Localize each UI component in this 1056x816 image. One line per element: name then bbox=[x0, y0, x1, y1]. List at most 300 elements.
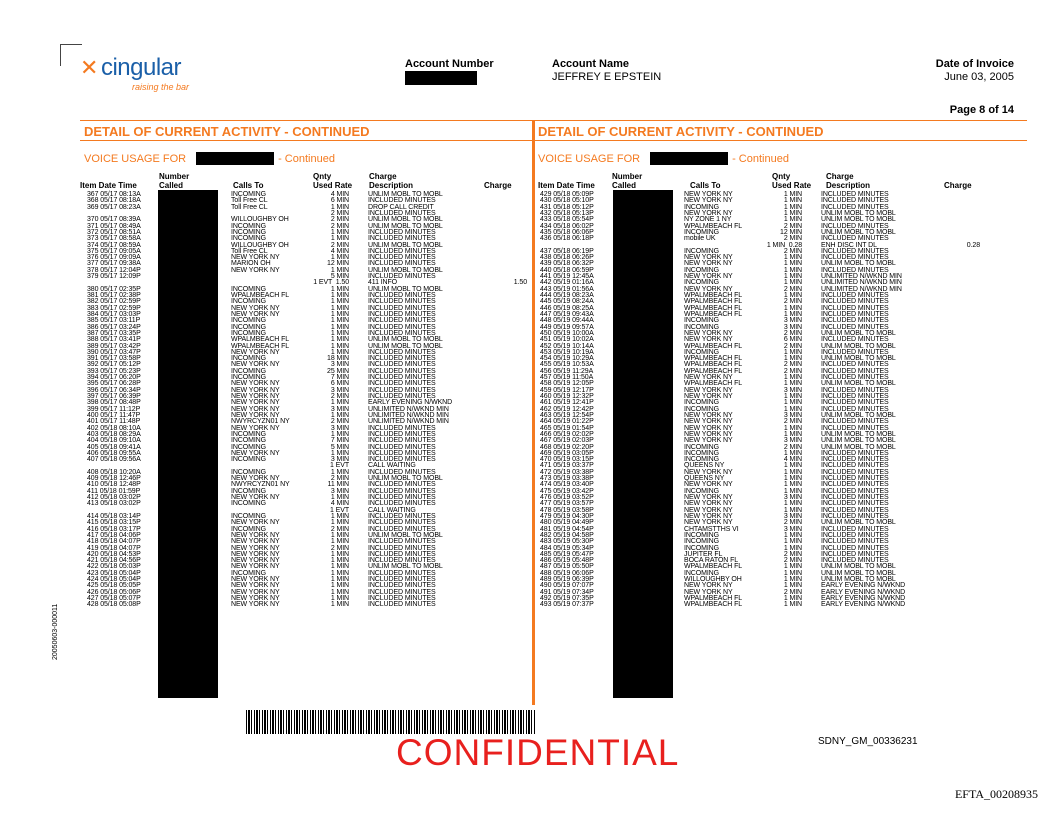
cell-description: EARLY EVENING N/WKND bbox=[821, 601, 906, 609]
cell-description: INCLUDED MINUTES bbox=[821, 550, 889, 558]
page-number: Page 8 of 14 bbox=[949, 104, 1014, 116]
cell-item-date-time: 452 05/19 10:14A bbox=[540, 342, 594, 350]
cell-calls-to: NEW YORK NY bbox=[231, 582, 280, 590]
cell-calls-to: INCOMING bbox=[684, 544, 719, 552]
cell-calls-to: NEW YORK NY bbox=[231, 380, 280, 388]
cell-item-date-time: 446 05/19 08:25A bbox=[540, 304, 594, 312]
cell-calls-to: INCOMING bbox=[684, 323, 719, 331]
cell-description: UNLIM MOBL TO MOBL bbox=[368, 531, 443, 539]
cell-calls-to: INCOMING bbox=[231, 443, 266, 451]
cell-calls-to: WPALMBEACH FL bbox=[684, 601, 743, 609]
cell-quantity: 3 MIN bbox=[330, 361, 349, 369]
cell-calls-to: Toll Free CL bbox=[231, 203, 268, 211]
hdr-called: Called bbox=[612, 181, 637, 190]
cell-quantity: 1 MIN bbox=[330, 576, 349, 584]
cell-calls-to: WPALMBEACH FL bbox=[684, 222, 743, 230]
cell-quantity: 1 MIN bbox=[783, 310, 802, 318]
cell-calls-to: WPALMBEACH FL bbox=[684, 595, 743, 602]
cell-calls-to: NWYRCYZN01 NY bbox=[231, 418, 290, 426]
cell-description: INCLUDED MINUTES bbox=[821, 525, 889, 533]
cell-calls-to: NEW YORK NY bbox=[684, 481, 733, 489]
left-call-rows bbox=[87, 192, 527, 609]
cell-description: INCLUDED MINUTES bbox=[368, 588, 436, 596]
cell-quantity: 1 MIN bbox=[783, 449, 802, 457]
cell-description: UNLIMITED N/WKND MIN bbox=[368, 411, 449, 419]
cell-quantity: 3 MIN bbox=[330, 487, 349, 495]
cell-item-date-time: 431 05/18 05:12P bbox=[540, 203, 594, 211]
cell-quantity: 3 MIN bbox=[330, 386, 349, 394]
cell-quantity: 3 MIN bbox=[783, 323, 802, 331]
cell-item-date-time: 458 05/19 12:05P bbox=[540, 380, 594, 388]
cell-calls-to: WPALMBEACH FL bbox=[684, 563, 743, 571]
cell-description: INCLUDED MINUTES bbox=[821, 531, 889, 539]
cell-item-date-time: 428 05/18 05:08P bbox=[87, 601, 141, 609]
hdr-used-rate: Used Rate bbox=[313, 181, 353, 190]
cell-description: CALL WAITING bbox=[368, 462, 416, 470]
cell-quantity: 1 MIN bbox=[330, 266, 349, 274]
cell-item-date-time: 461 05/19 12:41P bbox=[540, 399, 594, 407]
cell-calls-to: INCOMING bbox=[684, 443, 719, 451]
cell-calls-to: NEW YORK NY bbox=[231, 310, 280, 318]
cell-quantity: 1 MIN bbox=[330, 595, 349, 602]
cell-description: UNLIM MOBL TO MOBL bbox=[368, 285, 443, 293]
cell-quantity: 2 MIN bbox=[783, 361, 802, 369]
cell-calls-to: MARION OH bbox=[231, 260, 271, 268]
cell-quantity: 1 MIN bbox=[783, 475, 802, 483]
cell-quantity: 1 MIN bbox=[330, 569, 349, 577]
cell-quantity: 1 MIN bbox=[330, 304, 349, 312]
cell-calls-to: NEW YORK NY bbox=[231, 449, 280, 457]
cell-quantity: 1 MIN bbox=[783, 487, 802, 495]
cell-calls-to: mobile UK bbox=[684, 235, 716, 243]
hdr-qnty: Qnty bbox=[772, 172, 791, 181]
cell-calls-to: INCOMING bbox=[231, 191, 266, 198]
cell-calls-to: NEW YORK NY bbox=[684, 437, 733, 445]
cell-item-date-time: 379 05/17 12:09P bbox=[87, 273, 141, 281]
bates-number: SDNY_GM_00336231 bbox=[818, 736, 918, 747]
cell-quantity: 3 MIN bbox=[783, 525, 802, 533]
cell-quantity: 18 MIN bbox=[327, 355, 349, 363]
cell-description: EARLY EVENING N/WKND bbox=[821, 588, 906, 596]
cell-item-date-time: 371 05/17 08:49A bbox=[87, 222, 141, 230]
cell-description: INCLUDED MINUTES bbox=[368, 273, 436, 281]
cell-description: INCLUDED MINUTES bbox=[368, 576, 436, 584]
cell-calls-to: WILLOUGHBY OH bbox=[231, 216, 289, 224]
cell-quantity: 1 MIN bbox=[330, 228, 349, 236]
cell-quantity: 1 MIN bbox=[330, 411, 349, 419]
cell-description: INCLUDED MINUTES bbox=[368, 235, 436, 243]
cell-calls-to: NEW YORK NY bbox=[684, 588, 733, 596]
cell-item-date-time: 462 05/19 12:42P bbox=[540, 405, 594, 413]
cell-description: INCLUDED MINUTES bbox=[821, 405, 889, 413]
cell-item-date-time: 421 05/18 04:56P bbox=[87, 557, 141, 565]
account-number-redaction bbox=[405, 71, 477, 85]
right-section-title: DETAIL OF CURRENT ACTIVITY - CONTINUED bbox=[538, 124, 824, 139]
cell-item-date-time: 403 05/18 08:29A bbox=[87, 430, 141, 438]
cell-quantity: 2 MIN bbox=[783, 298, 802, 306]
cell-quantity: 1 MIN bbox=[330, 323, 349, 331]
cell-calls-to: Toll Free CL bbox=[231, 197, 268, 205]
cell-quantity: 1 MIN bbox=[330, 399, 349, 407]
cell-description: INCLUDED MINUTES bbox=[821, 481, 889, 489]
cell-quantity: 1 MIN bbox=[783, 531, 802, 539]
cell-calls-to: NEW YORK NY bbox=[231, 304, 280, 312]
cell-description: INCLUDED MINUTES bbox=[368, 424, 436, 432]
cell-quantity: 2 MIN bbox=[783, 367, 802, 375]
cell-quantity: 1 MIN bbox=[783, 576, 802, 584]
cell-description: INCLUDED MINUTES bbox=[368, 228, 436, 236]
cell-description: UNLIM MOBL TO MOBL bbox=[821, 519, 896, 527]
cingular-logo bbox=[80, 54, 190, 92]
cell-quantity: 1 MIN bbox=[783, 430, 802, 438]
cell-item-date-time: 367 05/17 08:13A bbox=[87, 191, 141, 198]
cell-quantity: 1 MIN bbox=[330, 563, 349, 571]
cell-description: INCLUDED MINUTES bbox=[821, 418, 889, 426]
cell-description: UNLIM MOBL TO MOBL bbox=[821, 209, 896, 217]
call-row bbox=[540, 602, 980, 608]
cell-description: INCLUDED MINUTES bbox=[821, 254, 889, 262]
cell-quantity: 1 MIN bbox=[783, 569, 802, 577]
cell-quantity: 7 MIN bbox=[330, 437, 349, 445]
cell-description: UNLIM MOBL TO MOBL bbox=[368, 222, 443, 230]
cell-quantity: 2 MIN bbox=[783, 235, 802, 243]
cell-description: INCLUDED MINUTES bbox=[368, 557, 436, 565]
cell-item-date-time: 476 05/19 03:52P bbox=[540, 494, 594, 501]
cell-calls-to: NEW YORK NY bbox=[684, 519, 733, 527]
cell-description: UNLIM MOBL TO MOBL bbox=[368, 342, 443, 350]
cell-description: INCLUDED MINUTES bbox=[368, 197, 436, 205]
cell-item-date-time: 447 05/19 09:43A bbox=[540, 310, 594, 318]
cell-item-date-time: 375 05/17 09:05A bbox=[87, 247, 141, 255]
cell-description: UNLIM MOBL TO MOBL bbox=[821, 411, 896, 419]
cell-item-date-time: 485 05/19 05:47P bbox=[540, 550, 594, 558]
cell-calls-to: INCOMING bbox=[231, 235, 266, 243]
cell-quantity: 11 MIN bbox=[327, 481, 349, 489]
hdr-charge: Charge bbox=[484, 181, 512, 190]
cell-item-date-time: 378 05/17 12:04P bbox=[87, 266, 141, 274]
cell-calls-to: NEW YORK NY bbox=[231, 475, 280, 483]
cell-item-date-time: 382 05/17 02:59P bbox=[87, 298, 141, 306]
cell-description: INCLUDED MINUTES bbox=[368, 355, 436, 363]
cell-item-date-time: 400 05/17 11:47P bbox=[87, 411, 141, 419]
cell-item-date-time: 405 05/18 09:41A bbox=[87, 443, 141, 451]
cell-item-date-time: 374 05/17 08:59A bbox=[87, 241, 141, 249]
cell-description: UNLIM MOBL TO MOBL bbox=[368, 336, 443, 344]
right-call-rows bbox=[540, 192, 980, 609]
cell-calls-to: INCOMING bbox=[684, 449, 719, 457]
cell-item-date-time: 384 05/17 03:03P bbox=[87, 310, 141, 318]
cell-item-date-time: 408 05/18 10:20A bbox=[87, 468, 141, 476]
hdr-qnty: Qnty bbox=[313, 172, 332, 181]
cell-description: INCLUDED MINUTES bbox=[368, 449, 436, 457]
cell-quantity: 2 MIN bbox=[783, 588, 802, 596]
cell-quantity: 1 MIN bbox=[783, 266, 802, 274]
cell-quantity: 1 MIN bbox=[783, 582, 802, 590]
cell-calls-to: WPALMBEACH FL bbox=[684, 310, 743, 318]
cell-description: ENH DISC INT DL bbox=[821, 241, 877, 249]
cell-item-date-time: 396 05/17 06:34P bbox=[87, 386, 141, 394]
cell-calls-to: INCOMING bbox=[684, 487, 719, 495]
cell-quantity: 1 MIN bbox=[783, 254, 802, 262]
cell-quantity: 1 MIN bbox=[330, 550, 349, 558]
cell-calls-to: NEW YORK NY bbox=[684, 273, 733, 281]
cell-item-date-time: 468 05/19 02:20P bbox=[540, 443, 594, 451]
cell-quantity: 1 MIN 0.28 bbox=[766, 241, 802, 249]
cell-description: INCLUDED MINUTES bbox=[368, 361, 436, 369]
cell-description: INCLUDED MINUTES bbox=[368, 456, 436, 464]
cell-item-date-time: 444 05/19 08:23A bbox=[540, 292, 594, 299]
cell-item-date-time: 435 05/18 06:06P bbox=[540, 228, 594, 236]
cell-quantity: 1 MIN bbox=[783, 481, 802, 489]
cell-description: UNLIM MOBL TO MOBL bbox=[821, 443, 896, 451]
cell-calls-to: INCOMING bbox=[684, 348, 719, 356]
cell-quantity: 1 MIN bbox=[330, 531, 349, 539]
cell-item-date-time: 412 05/18 03:02P bbox=[87, 494, 141, 501]
cell-item-date-time: 377 05/17 09:38A bbox=[87, 260, 141, 268]
cell-quantity: 1 MIN bbox=[330, 336, 349, 344]
cell-calls-to: INCOMING bbox=[684, 228, 719, 236]
cell-calls-to: NEW YORK NY bbox=[231, 348, 280, 356]
cell-calls-to: WPALMBEACH FL bbox=[231, 342, 290, 350]
cell-calls-to: NEW YORK NY bbox=[231, 494, 280, 501]
cell-item-date-time: 404 05/18 09:10A bbox=[87, 437, 141, 445]
cell-description: 411 INFO bbox=[368, 279, 398, 287]
cell-description: INCLUDED MINUTES bbox=[368, 317, 436, 325]
cell-description: INCLUDED MINUTES bbox=[368, 582, 436, 590]
cell-item-date-time: 429 05/18 05:09P bbox=[540, 191, 594, 198]
cell-item-date-time: 471 05/19 03:37P bbox=[540, 462, 594, 470]
cell-description: EARLY EVENING N/WKND bbox=[821, 595, 906, 602]
cell-item-date-time: 389 05/17 03:42P bbox=[87, 342, 141, 350]
cell-description: UNLIMITED N/WKND MIN bbox=[821, 273, 902, 281]
cell-quantity: 2 MIN bbox=[330, 393, 349, 400]
cell-quantity: 1 MIN bbox=[330, 601, 349, 609]
cell-item-date-time: 440 05/18 06:59P bbox=[540, 266, 594, 274]
cell-item-date-time: 426 05/18 05:06P bbox=[87, 588, 141, 596]
cell-calls-to: INCOMING bbox=[684, 456, 719, 464]
cell-quantity: 12 MIN bbox=[780, 228, 802, 236]
cell-description: INCLUDED MINUTES bbox=[368, 550, 436, 558]
cell-description: UNLIM MOBL TO MOBL bbox=[821, 576, 896, 584]
cell-calls-to: INCOMING bbox=[231, 430, 266, 438]
cell-calls-to: NEW YORK NY bbox=[684, 430, 733, 438]
cell-quantity: 2 MIN bbox=[783, 329, 802, 337]
cell-item-date-time: 434 05/18 06:02P bbox=[540, 222, 594, 230]
cell-description: INCLUDED MINUTES bbox=[821, 310, 889, 318]
cell-item-date-time: 455 05/19 10:53A bbox=[540, 361, 594, 369]
cell-calls-to: NEW YORK NY bbox=[231, 405, 280, 413]
continued-label: - Continued bbox=[732, 153, 789, 165]
cell-description: INCLUDED MINUTES bbox=[368, 519, 436, 527]
cell-calls-to: NEW YORK NY bbox=[231, 254, 280, 262]
cell-description: INCLUDED MINUTES bbox=[821, 462, 889, 470]
cell-description: INCLUDED MINUTES bbox=[368, 544, 436, 552]
cell-description: INCLUDED MINUTES bbox=[368, 310, 436, 318]
cell-calls-to: NEW YORK NY bbox=[684, 494, 733, 501]
cell-quantity: 1 MIN bbox=[783, 506, 802, 514]
cell-item-date-time: 487 05/19 05:50P bbox=[540, 563, 594, 571]
efta-number: EFTA_00208935 bbox=[954, 787, 1038, 801]
cell-description: CALL WAITING bbox=[368, 506, 416, 514]
cell-description: INCLUDED MINUTES bbox=[368, 380, 436, 388]
cell-description: INCLUDED MINUTES bbox=[821, 386, 889, 394]
cell-item-date-time: 423 05/18 05:04P bbox=[87, 569, 141, 577]
cell-item-date-time: 467 05/19 02:03P bbox=[540, 437, 594, 445]
cell-quantity: 1 MIN bbox=[783, 374, 802, 382]
cell-calls-to: INCOMING bbox=[684, 203, 719, 211]
cell-item-date-time: 402 05/18 08:10A bbox=[87, 424, 141, 432]
cell-calls-to: INCOMING bbox=[231, 367, 266, 375]
cell-calls-to: CHTAMSTTHS VI bbox=[684, 525, 739, 533]
cell-description: INCLUDED MINUTES bbox=[368, 487, 436, 495]
hdr-calls-to: Calls To bbox=[690, 181, 721, 190]
cell-quantity: 1 MIN bbox=[783, 197, 802, 205]
cell-calls-to: NEW YORK NY bbox=[684, 197, 733, 205]
cell-description: INCLUDED MINUTES bbox=[368, 525, 436, 533]
cell-calls-to: WPALMBEACH FL bbox=[684, 298, 743, 306]
cell-item-date-time: 457 05/19 11:50A bbox=[540, 374, 594, 382]
cell-item-date-time: 448 05/19 09:44A bbox=[540, 317, 594, 325]
cingular-x-icon: ✕ bbox=[80, 55, 98, 80]
cell-quantity: 1 MIN bbox=[783, 399, 802, 407]
cell-item-date-time: 437 05/18 06:19P bbox=[540, 247, 594, 255]
cell-calls-to: INCOMING bbox=[684, 279, 719, 287]
account-name-label: Account Name bbox=[552, 58, 630, 70]
cell-description: UNLIMITED N/WKND MIN bbox=[368, 418, 449, 426]
cell-item-date-time: 369 05/17 08:23A bbox=[87, 203, 141, 211]
cell-description: INCLUDED MINUTES bbox=[821, 203, 889, 211]
barcode bbox=[246, 710, 536, 734]
cell-calls-to: INCOMING bbox=[231, 317, 266, 325]
cell-item-date-time: 390 05/17 03:47P bbox=[87, 348, 141, 356]
cell-description: INCLUDED MINUTES bbox=[821, 512, 889, 520]
title-rule bbox=[80, 140, 1027, 141]
cell-calls-to: NEW YORK NY bbox=[231, 361, 280, 369]
cell-description: INCLUDED MINUTES bbox=[368, 393, 436, 400]
cell-calls-to: INCOMING bbox=[231, 525, 266, 533]
cell-description: UNLIM MOBL TO MOBL bbox=[821, 437, 896, 445]
cell-quantity: 12 MIN bbox=[327, 260, 349, 268]
top-rule bbox=[80, 120, 1027, 121]
hdr-number: Number bbox=[612, 172, 643, 181]
cell-description: INCLUDED MINUTES bbox=[821, 367, 889, 375]
cell-item-date-time: 420 05/18 04:53P bbox=[87, 550, 141, 558]
cell-calls-to: NEW YORK NY bbox=[684, 374, 733, 382]
cell-calls-to: NEW YORK NY bbox=[231, 424, 280, 432]
cell-quantity: 1 MIN bbox=[783, 216, 802, 224]
cell-item-date-time: 490 05/19 07:07P bbox=[540, 582, 594, 590]
cell-description: INCLUDED MINUTES bbox=[368, 209, 436, 217]
cell-description: INCLUDED MINUTES bbox=[821, 500, 889, 508]
cell-description: EARLY EVENING N/WKND bbox=[821, 582, 906, 590]
cell-quantity: 3 MIN bbox=[330, 424, 349, 432]
cell-quantity: 1 MIN bbox=[783, 595, 802, 602]
cell-description: INCLUDED MINUTES bbox=[368, 538, 436, 546]
cell-description: INCLUDED MINUTES bbox=[368, 292, 436, 299]
cell-item-date-time: 483 05/19 05:30P bbox=[540, 538, 594, 546]
cell-description: INCLUDED MINUTES bbox=[821, 348, 889, 356]
cell-calls-to: INCOMING bbox=[231, 487, 266, 495]
cell-quantity: 3 MIN bbox=[330, 456, 349, 464]
cell-item-date-time: 385 05/17 03:11P bbox=[87, 317, 141, 325]
cell-calls-to: INCOMING bbox=[684, 266, 719, 274]
cell-description: INCLUDED MINUTES bbox=[821, 336, 889, 344]
cell-calls-to: NEW YORK NY bbox=[684, 386, 733, 394]
cell-quantity: 1 MIN bbox=[330, 582, 349, 590]
cell-item-date-time: 480 05/19 04:49P bbox=[540, 519, 594, 527]
cell-description: INCLUDED MINUTES bbox=[821, 222, 889, 230]
cell-calls-to: NEW YORK NY bbox=[231, 576, 280, 584]
cell-item-date-time: 430 05/18 05:10P bbox=[540, 197, 594, 205]
side-code: 20050603-000011 bbox=[52, 603, 59, 660]
cell-item-date-time: 387 05/17 03:35P bbox=[87, 329, 141, 337]
cell-description: INCLUDED MINUTES bbox=[368, 254, 436, 262]
cell-quantity: 3 MIN bbox=[330, 405, 349, 413]
cell-item-date-time: 493 05/19 07:37P bbox=[540, 601, 594, 609]
cell-calls-to: NEW YORK NY bbox=[684, 209, 733, 217]
cell-calls-to: INCOMING bbox=[231, 437, 266, 445]
cell-description: EARLY EVENING N/WKND bbox=[368, 399, 453, 407]
cell-description: UNLIM MOBL TO MOBL bbox=[821, 329, 896, 337]
cell-item-date-time: 474 05/19 03:40P bbox=[540, 481, 594, 489]
call-row bbox=[87, 602, 527, 608]
cell-calls-to: INCOMING bbox=[231, 569, 266, 577]
cell-quantity: 1 MIN bbox=[783, 544, 802, 552]
hdr-calls-to: Calls To bbox=[233, 181, 264, 190]
cell-description: INCLUDED MINUTES bbox=[821, 361, 889, 369]
cell-description: INCLUDED MINUTES bbox=[368, 569, 436, 577]
cell-description: UNLIM MOBL TO MOBL bbox=[821, 563, 896, 571]
cell-item-date-time: 460 05/19 12:32P bbox=[540, 393, 594, 400]
cell-description: INCLUDED MINUTES bbox=[368, 437, 436, 445]
cell-item-date-time: 465 05/19 01:54P bbox=[540, 424, 594, 432]
cell-quantity: 2 MIN bbox=[783, 247, 802, 255]
cell-calls-to: WPALMBEACH FL bbox=[231, 336, 290, 344]
cell-quantity: 1 MIN bbox=[330, 468, 349, 476]
cell-calls-to: WILLOUGHBY OH bbox=[684, 576, 742, 584]
cell-quantity: 1 MIN bbox=[783, 380, 802, 388]
cell-description: INCLUDED MINUTES bbox=[821, 235, 889, 243]
cell-description: INCLUDED MINUTES bbox=[821, 197, 889, 205]
cell-description: INCLUDED MINUTES bbox=[368, 304, 436, 312]
hdr-charge: Charge bbox=[944, 181, 972, 190]
cell-item-date-time: 380 05/17 02:35P bbox=[87, 285, 141, 293]
cell-quantity: 1 MIN bbox=[330, 254, 349, 262]
cell-item-date-time: 398 05/17 08:48P bbox=[87, 399, 141, 407]
cell-item-date-time: 376 05/17 09:09A bbox=[87, 254, 141, 262]
cell-description: INCLUDED MINUTES bbox=[821, 298, 889, 306]
cell-calls-to: NEW YORK NY bbox=[231, 601, 280, 609]
cell-item-date-time: 492 05/19 07:35P bbox=[540, 595, 594, 602]
cell-item-date-time: 411 05/18 01:59P bbox=[87, 487, 141, 495]
cell-quantity: 1 EVT 1.50 bbox=[313, 279, 349, 287]
cell-description: UNLIM MOBL TO MOBL bbox=[368, 241, 443, 249]
cell-quantity: 1 MIN bbox=[330, 538, 349, 546]
cell-calls-to: INCOMING bbox=[231, 285, 266, 293]
cell-description: INCLUDED MINUTES bbox=[368, 494, 436, 501]
cell-quantity: 1 MIN bbox=[330, 430, 349, 438]
cell-description: INCLUDED MINUTES bbox=[821, 317, 889, 325]
cell-description: INCLUDED MINUTES bbox=[368, 512, 436, 520]
left-section-title: DETAIL OF CURRENT ACTIVITY - CONTINUED bbox=[84, 124, 370, 139]
hdr-called: Called bbox=[159, 181, 184, 190]
cell-description: UNLIM MOBL TO MOBL bbox=[368, 216, 443, 224]
cell-item-date-time: 424 05/18 05:04P bbox=[87, 576, 141, 584]
cell-quantity: 2 MIN bbox=[330, 222, 349, 230]
cell-description: INCLUDED MINUTES bbox=[821, 557, 889, 565]
cell-description: UNLIM MOBL TO MOBL bbox=[821, 260, 896, 268]
cell-item-date-time: 484 05/19 05:34P bbox=[540, 544, 594, 552]
